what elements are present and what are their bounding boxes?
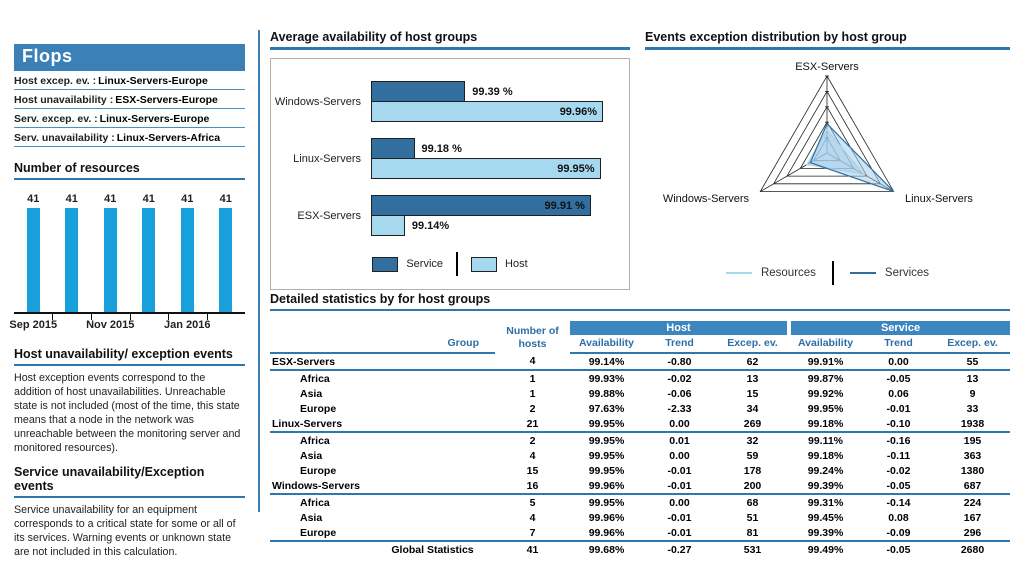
host-group-label: Linux-Servers bbox=[293, 152, 361, 165]
h_av-cell: 99.95% bbox=[570, 416, 643, 432]
s_ev-cell: 13 bbox=[966, 372, 979, 385]
vertical-divider bbox=[258, 30, 260, 512]
group-cell: Africa bbox=[300, 496, 330, 509]
availability-chart-title: Average availability of host groups bbox=[270, 30, 630, 50]
hosts-cell: 15 bbox=[526, 464, 539, 477]
service-trend-header: Trend bbox=[862, 335, 935, 353]
group-cell: Asia bbox=[300, 449, 323, 462]
s_tr-cell: 0.06 bbox=[888, 387, 909, 400]
h_tr-cell: -2.33 bbox=[667, 402, 692, 415]
group-cell: ESX-Servers bbox=[270, 353, 495, 370]
bar-value-label: 99.14% bbox=[411, 219, 450, 232]
s_av-cell: 99.95% bbox=[807, 402, 844, 415]
bar-value-label: 99.96% bbox=[559, 105, 597, 118]
hosts-cell: 41 bbox=[526, 543, 539, 556]
s_tr-cell: -0.10 bbox=[862, 416, 935, 432]
legend-item-services bbox=[850, 267, 929, 279]
resource-bar bbox=[27, 208, 40, 312]
resource-bar-slot bbox=[168, 193, 207, 312]
bar-value-label: 41 bbox=[27, 193, 40, 205]
table-row bbox=[270, 353, 1010, 370]
s_av-cell: 99.24% bbox=[807, 464, 844, 477]
flop-value: Linux-Servers-Europe bbox=[98, 75, 208, 87]
h_ev-cell: 269 bbox=[716, 416, 789, 432]
host-exception-header: Excep. ev. bbox=[716, 335, 789, 353]
h_ev-cell: 200 bbox=[716, 478, 789, 494]
resource-bar-slot bbox=[207, 193, 246, 312]
table-row bbox=[270, 525, 1010, 541]
resource-bar bbox=[219, 208, 232, 312]
note-service-title: Service unavailability/Exception events bbox=[14, 465, 245, 498]
table-row bbox=[270, 478, 1010, 494]
bar-value-label: 41 bbox=[104, 193, 117, 205]
s_tr-cell: -0.05 bbox=[886, 543, 911, 556]
s_tr-cell: -0.02 bbox=[886, 464, 911, 477]
s_av-cell: 99.39% bbox=[789, 525, 862, 541]
h_ev-cell: 34 bbox=[746, 402, 759, 415]
host-trend-header: Trend bbox=[643, 335, 716, 353]
x-axis-label: Sep 2015 bbox=[9, 319, 58, 331]
availability-chart bbox=[270, 58, 630, 290]
h_tr-cell: 0.00 bbox=[643, 416, 716, 432]
table-row bbox=[270, 386, 1010, 401]
resource-bar bbox=[65, 208, 78, 312]
s_av-cell: 99.45% bbox=[807, 511, 844, 524]
legend-label: Service bbox=[406, 258, 444, 270]
legend-separator bbox=[832, 261, 834, 285]
h_tr-cell: 0.01 bbox=[669, 434, 690, 447]
hosts-header-line2: hosts bbox=[518, 337, 547, 350]
resource-bar-slot bbox=[91, 193, 130, 312]
table-row bbox=[270, 401, 1010, 416]
s_av-cell: 99.91% bbox=[789, 353, 862, 370]
hosts-cell: 1 bbox=[529, 387, 536, 400]
h_tr-cell: -0.06 bbox=[667, 387, 692, 400]
service-availability-bar bbox=[371, 195, 591, 216]
s_ev-cell: 195 bbox=[963, 434, 982, 447]
group-cell: Europe bbox=[270, 525, 495, 541]
group-cell: Linux-Servers bbox=[270, 416, 495, 432]
hosts-cell: 16 bbox=[495, 478, 570, 494]
availability-group-row bbox=[271, 138, 629, 179]
resources-line-icon bbox=[726, 272, 752, 274]
group-column-header: Group bbox=[270, 335, 495, 353]
s_tr-cell: -0.14 bbox=[886, 496, 911, 509]
note-service-body: Service unavailability for an equipment corresponds to a critical state for some or all of its services. Warning events or unknown state are not included in this calculation. bbox=[14, 504, 236, 559]
statistics-table-title: Detailed statistics by for host groups bbox=[270, 292, 1010, 311]
table-band-row bbox=[270, 321, 1010, 335]
h_av-cell: 99.95% bbox=[588, 434, 625, 447]
s_av-cell: 99.18% bbox=[807, 449, 844, 462]
h_tr-cell: 0.00 bbox=[669, 496, 690, 509]
h_ev-cell: 32 bbox=[746, 434, 759, 447]
group-cell: Windows-Servers bbox=[270, 478, 495, 494]
services-line-icon bbox=[850, 272, 876, 274]
radar-axis-label-windows: Windows-Servers bbox=[662, 193, 749, 205]
table-row bbox=[270, 494, 1010, 510]
hosts-cell: 5 bbox=[529, 496, 536, 509]
radar-chart bbox=[645, 56, 1010, 226]
radar-section bbox=[645, 30, 1010, 285]
hosts-cell: 4 bbox=[529, 511, 536, 524]
h_ev-cell: 68 bbox=[746, 496, 759, 509]
s_av-cell: 99.87% bbox=[807, 372, 844, 385]
hosts-cell: 4 bbox=[529, 449, 536, 462]
flop-row-service-exception bbox=[14, 109, 245, 128]
resources-bar-chart bbox=[9, 188, 245, 333]
h_ev-cell: 62 bbox=[716, 353, 789, 370]
s_ev-cell: 687 bbox=[935, 478, 1010, 494]
bar-value-label: 99.91 % bbox=[544, 199, 585, 212]
statistics-table bbox=[270, 321, 1010, 557]
h_tr-cell: -0.01 bbox=[667, 464, 692, 477]
x-axis-label: Nov 2015 bbox=[86, 319, 135, 331]
table-row bbox=[270, 463, 1010, 478]
flop-label: Host excep. ev. : bbox=[14, 75, 97, 87]
hosts-cell: 2 bbox=[529, 434, 536, 447]
group-cell: Asia bbox=[300, 511, 323, 524]
hosts-cell: 1 bbox=[529, 372, 536, 385]
legend-item-host bbox=[471, 257, 528, 272]
resource-bar bbox=[142, 208, 155, 312]
flop-row-host-unavailability bbox=[14, 90, 245, 109]
resource-bar-slot bbox=[53, 193, 92, 312]
group-cell: Africa bbox=[300, 434, 330, 447]
resources-x-axis bbox=[14, 312, 245, 319]
bar-value-label: 41 bbox=[142, 193, 155, 205]
hosts-cell: 2 bbox=[529, 402, 536, 415]
radar-series-services bbox=[810, 124, 893, 192]
availability-groups bbox=[271, 81, 629, 236]
h_av-cell: 99.14% bbox=[570, 353, 643, 370]
h_av-cell: 99.96% bbox=[588, 511, 625, 524]
group-cell: Europe bbox=[300, 464, 337, 477]
host-availability-bar bbox=[371, 158, 601, 179]
h_tr-cell: -0.80 bbox=[643, 353, 716, 370]
h_ev-cell: 59 bbox=[746, 449, 759, 462]
availability-legend bbox=[271, 252, 629, 276]
resource-bar-slot bbox=[14, 193, 53, 312]
service-availability-header: Availability bbox=[789, 335, 862, 353]
host-band-header: Host bbox=[570, 321, 789, 335]
h_av-cell: 99.88% bbox=[588, 387, 625, 400]
availability-group-row bbox=[271, 195, 629, 236]
h_av-cell: 97.63% bbox=[588, 402, 625, 415]
s_ev-cell: 55 bbox=[935, 353, 1010, 370]
h_av-cell: 99.93% bbox=[588, 372, 625, 385]
flop-label: Serv. unavailability : bbox=[14, 132, 115, 144]
bar-value-label: 99.18 % bbox=[421, 142, 462, 155]
availability-section bbox=[270, 30, 630, 290]
s_av-cell: 99.31% bbox=[807, 496, 844, 509]
group-cell: Europe bbox=[300, 402, 337, 415]
flop-value: ESX-Servers-Europe bbox=[115, 94, 218, 106]
table-row bbox=[270, 370, 1010, 386]
s_tr-cell: -0.05 bbox=[886, 372, 911, 385]
s_ev-cell: 167 bbox=[963, 511, 982, 524]
flop-value: Linux-Servers-Europe bbox=[99, 113, 210, 125]
h_ev-cell: 13 bbox=[746, 372, 759, 385]
legend-separator bbox=[456, 252, 458, 276]
radar-axis-label-linux: Linux-Servers bbox=[905, 193, 973, 205]
sidebar bbox=[9, 44, 245, 560]
table-row bbox=[270, 541, 1010, 557]
bar-pair bbox=[371, 81, 603, 122]
bar-value-label: 99.95% bbox=[557, 162, 595, 175]
bar-value-label: 41 bbox=[65, 193, 78, 205]
table-subheader-row bbox=[270, 335, 1010, 353]
h_ev-cell: 51 bbox=[746, 511, 759, 524]
s_tr-cell: 0.00 bbox=[862, 353, 935, 370]
table-row bbox=[270, 510, 1010, 525]
s_av-cell: 99.49% bbox=[807, 543, 844, 556]
empty-header-cell bbox=[270, 321, 495, 335]
host-availability-bar bbox=[371, 215, 450, 236]
group-cell: Africa bbox=[300, 372, 330, 385]
bar-value-label: 99.39 % bbox=[472, 85, 513, 98]
host-group-label: Windows-Servers bbox=[274, 95, 361, 108]
h_ev-cell: 178 bbox=[743, 464, 762, 477]
legend-label: Resources bbox=[760, 267, 816, 279]
hosts-column-header bbox=[495, 321, 570, 353]
radar-chart-title: Events exception distribution by host group bbox=[645, 30, 1010, 50]
flop-row-service-unavailability bbox=[14, 128, 245, 147]
flop-row-host-exception bbox=[14, 71, 245, 90]
legend-item-service bbox=[372, 257, 443, 272]
h_ev-cell: 15 bbox=[746, 387, 759, 400]
h_ev-cell: 531 bbox=[743, 543, 762, 556]
flop-label: Serv. excep. ev. : bbox=[14, 113, 98, 125]
s_tr-cell: -0.11 bbox=[886, 449, 911, 462]
service-swatch-icon bbox=[372, 257, 398, 272]
hosts-cell: 4 bbox=[495, 353, 570, 370]
availability-group-row bbox=[271, 81, 629, 122]
hosts-cell: 7 bbox=[495, 525, 570, 541]
s_ev-cell: 224 bbox=[963, 496, 982, 509]
legend-label: Services bbox=[884, 267, 930, 279]
table-row bbox=[270, 432, 1010, 448]
s_av-cell: 99.11% bbox=[807, 434, 844, 447]
resources-xlabels bbox=[9, 319, 245, 333]
s_ev-cell: 33 bbox=[966, 402, 979, 415]
table-row bbox=[270, 448, 1010, 463]
service-availability-bar bbox=[371, 81, 513, 102]
radar-legend bbox=[645, 261, 1010, 285]
s_tr-cell: -0.01 bbox=[886, 402, 911, 415]
s_tr-cell: -0.16 bbox=[886, 434, 911, 447]
h_tr-cell: -0.01 bbox=[643, 525, 716, 541]
resource-bar bbox=[181, 208, 194, 312]
h_av-cell: 99.95% bbox=[588, 464, 625, 477]
host-group-label: ESX-Servers bbox=[297, 209, 361, 222]
s_ev-cell: 363 bbox=[963, 449, 982, 462]
s_av-cell: 99.18% bbox=[789, 416, 862, 432]
resources-chart-title: Number of resources bbox=[14, 161, 245, 180]
service-availability-bar bbox=[371, 138, 462, 159]
flops-panel-title: Flops bbox=[14, 44, 245, 71]
service-band-header: Service bbox=[789, 321, 1010, 335]
bar-pair bbox=[371, 138, 603, 179]
note-host-title: Host unavailability/ exception events bbox=[14, 347, 245, 366]
h_av-cell: 99.96% bbox=[570, 525, 643, 541]
radar-axis-label-esx: ESX-Servers bbox=[795, 61, 859, 73]
bar-pair bbox=[371, 195, 603, 236]
h_tr-cell: -0.01 bbox=[643, 478, 716, 494]
h_tr-cell: -0.27 bbox=[667, 543, 692, 556]
bar-value-label: 41 bbox=[181, 193, 194, 205]
host-swatch-icon bbox=[471, 257, 497, 272]
resources-bars bbox=[14, 188, 245, 312]
s_ev-cell: 296 bbox=[935, 525, 1010, 541]
x-axis-label: Jan 2016 bbox=[164, 319, 211, 331]
s_tr-cell: -0.05 bbox=[862, 478, 935, 494]
s_av-cell: 99.39% bbox=[789, 478, 862, 494]
legend-label: Host bbox=[505, 258, 528, 270]
flop-value: Linux-Servers-Africa bbox=[116, 132, 221, 144]
flop-label: Host unavailability : bbox=[14, 94, 114, 106]
s_ev-cell: 9 bbox=[969, 387, 976, 400]
bar-value-label: 41 bbox=[219, 193, 232, 205]
s_tr-cell: -0.09 bbox=[862, 525, 935, 541]
note-host-body: Host exception events correspond to the addition of host unavailabilities. Unreachable state is not included (most of the time, this state means that a node in the network was unreachable between the monitoring server and monitored resources). bbox=[14, 372, 241, 454]
h_ev-cell: 81 bbox=[716, 525, 789, 541]
h_tr-cell: -0.01 bbox=[667, 511, 692, 524]
hosts-header-line1: Number of bbox=[506, 324, 559, 337]
s_ev-cell: 1380 bbox=[960, 464, 985, 477]
h_av-cell: 99.95% bbox=[588, 496, 625, 509]
s_ev-cell: 2680 bbox=[960, 543, 985, 556]
s_av-cell: 99.92% bbox=[807, 387, 844, 400]
s_ev-cell: 1938 bbox=[935, 416, 1010, 432]
s_tr-cell: 0.08 bbox=[888, 511, 909, 524]
legend-item-resources bbox=[726, 267, 816, 279]
resource-bar-slot bbox=[130, 193, 169, 312]
resource-bar bbox=[104, 208, 117, 312]
h_av-cell: 99.95% bbox=[588, 449, 625, 462]
statistics-table-body bbox=[270, 353, 1010, 557]
statistics-section bbox=[270, 292, 1010, 557]
service-exception-header: Excep. ev. bbox=[935, 335, 1010, 353]
table-row bbox=[270, 416, 1010, 432]
group-cell: Asia bbox=[300, 387, 323, 400]
h_tr-cell: 0.00 bbox=[669, 449, 690, 462]
host-availability-header: Availability bbox=[570, 335, 643, 353]
h_av-cell: 99.96% bbox=[570, 478, 643, 494]
group-cell: Global Statistics bbox=[391, 543, 474, 556]
h_tr-cell: -0.02 bbox=[667, 372, 692, 385]
host-availability-bar bbox=[371, 101, 603, 122]
hosts-cell: 21 bbox=[495, 416, 570, 432]
h_av-cell: 99.68% bbox=[588, 543, 625, 556]
